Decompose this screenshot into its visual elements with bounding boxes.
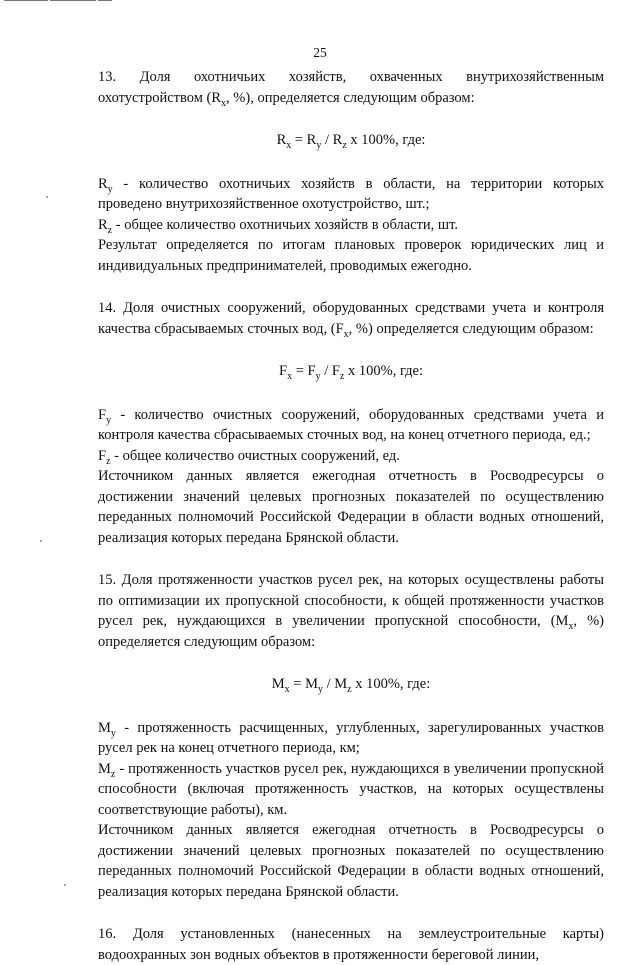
formula-rx: $R_x = R_y / R_z$ x 100%, где:	[276, 132, 426, 151]
section-14-note: Источником данных является ежегодная отчетность в Росводресурсы о достижении значений целевых прогнозных показателей по осуществлению переданных полномочий Российской Федерации в области водных отношений, реализация которых передана Брянской области.	[98, 468, 604, 546]
section-15-intro: 15. Доля протяженности участков русел рек, на которых осуществлены работы по оптимизации их пропускной способности, к общей протяженности участков русел рек, нуждающихся в увеличении пропускной способности, ($M_x$, %) определяется следующим образом:	[98, 572, 604, 650]
section-13-intro: 13. Доля охотничьих хозяйств, охваченных внутрихозяйственным охотустройством ($R_x$, %), определяется следующим образом:	[98, 69, 604, 109]
scan-speck	[40, 540, 42, 542]
section-14-intro: 14. Доля очистных сооружений, оборудованных средствами учета и контроля качества сбрасываемых сточных вод, ($F_x$, %) определяется следующим образом:	[98, 300, 604, 340]
section-15-note: Источником данных является ежегодная отчетность в Росводресурсы о достижении значений целевых прогнозных показателей по осуществлению переданных полномочий Российской Федерации в области водных отношений, реализация которых передана Брянской области.	[98, 822, 604, 900]
scan-header-mark	[4, 0, 124, 3]
document-body	[98, 67, 604, 965]
page-number: 25	[313, 45, 327, 60]
formula-mx: $M_x = M_y / M_z$ x 100%, где:	[271, 676, 431, 695]
formula-fx: $F_x = F_y / F_z$ x 100%, где:	[278, 363, 424, 382]
scan-speck	[46, 196, 48, 198]
definition-mz: $M_z$ - протяженность участков русел рек, нуждающихся в увеличении пропускной способности (включая протяженность участков, на которых осуществлены соответствующие работы), км.	[98, 760, 604, 818]
definition-fy: $F_y$ - количество очистных сооружений, оборудованных средствами учета и контроля качества сбрасываемых сточных вод, на конец отчетного периода, ед.;	[98, 406, 604, 443]
definition-my: $M_y$ - протяженность расчищенных, углубленных, зарегулированных участков русел рек на конец отчетного периода, км;	[98, 719, 604, 756]
definition-rz: $R_z$ - общее количество охотничьих хозяйств в области, шт.	[98, 216, 458, 236]
definition-fz: $F_z$ - общее количество очистных сооружений, ед.	[98, 447, 400, 467]
section-16-intro: 16. Доля установленных (нанесенных на землеустроительные карты) водоохранных зон водных объектов в протяженности береговой линии,	[98, 926, 604, 963]
definition-ry: $R_y$ - количество охотничьих хозяйств в области, на территории которых проведено внутрихозяйственное охотустройство, шт.;	[98, 175, 604, 212]
scan-speck	[64, 884, 66, 886]
section-13-note: Результат определяется по итогам плановых проверок юридических лиц и индивидуальных предпринимателей, проводимых ежегодно.	[98, 237, 604, 274]
